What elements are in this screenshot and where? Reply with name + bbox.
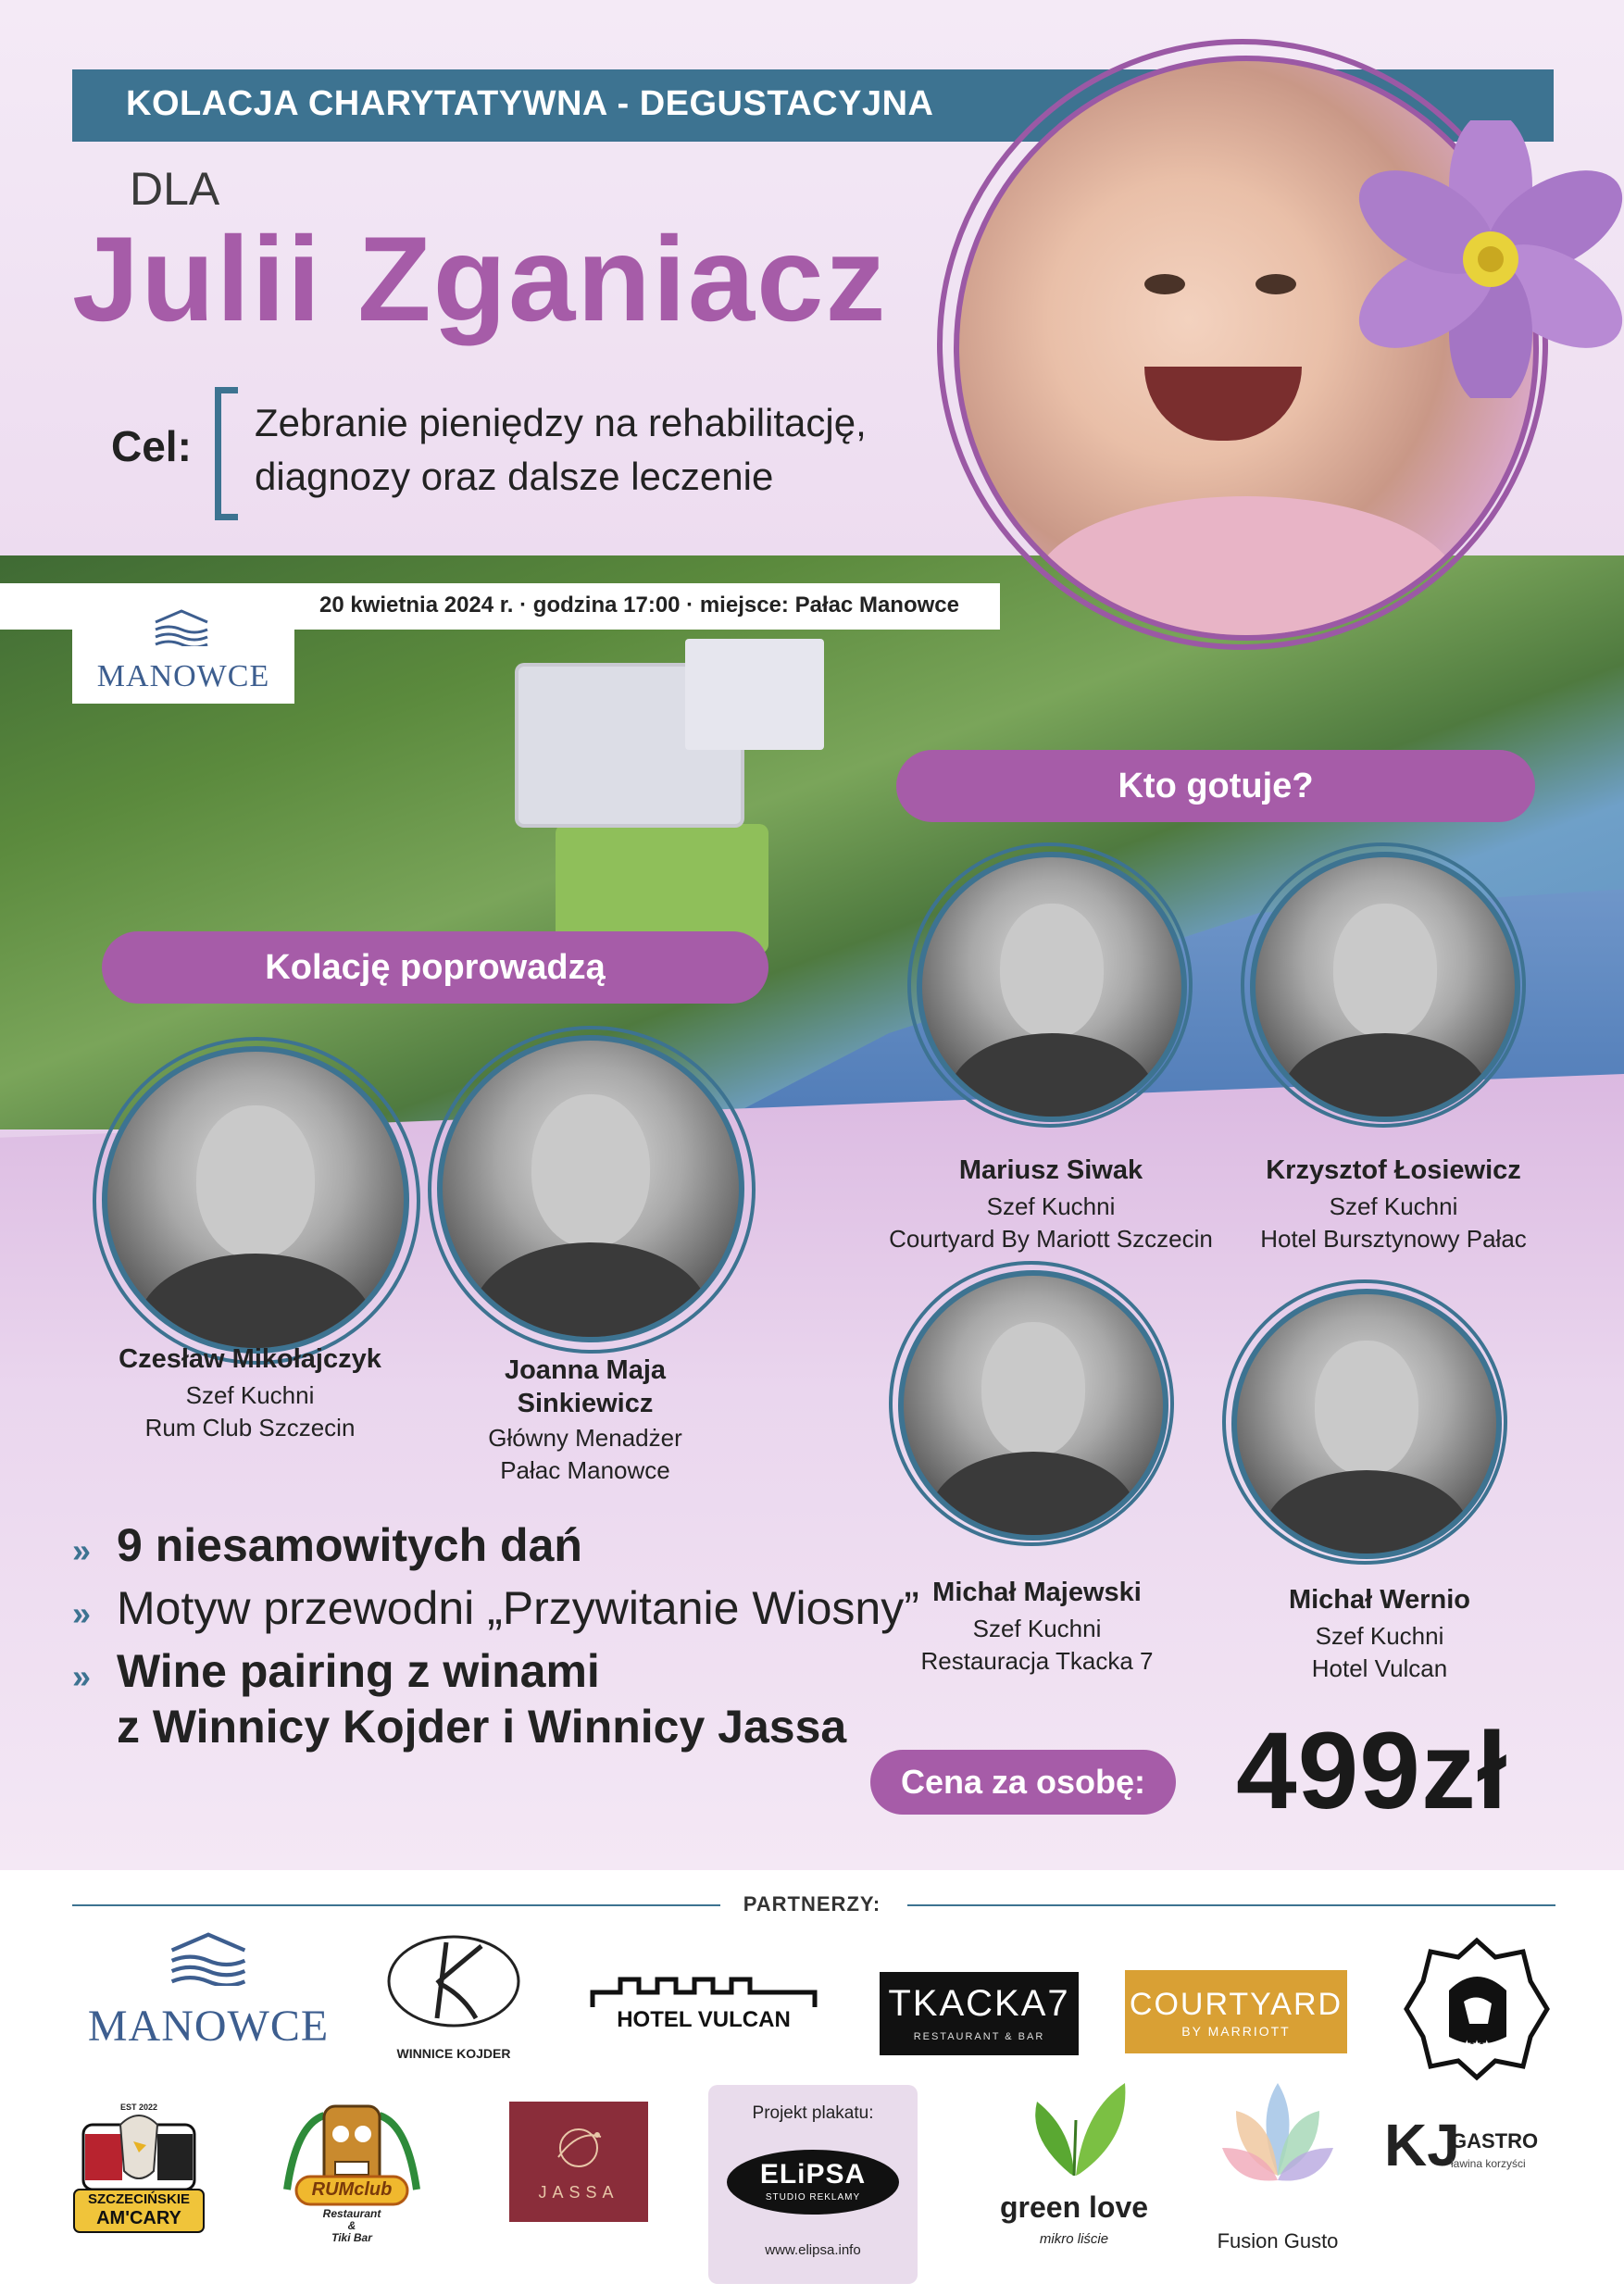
logo-winnice-kojder xyxy=(380,1926,528,2069)
fusion-lotus-icon xyxy=(1218,2074,1338,2203)
logo-manowce xyxy=(69,1930,347,2060)
chef-role-title: Szef Kuchni xyxy=(1315,1622,1444,1650)
host-role xyxy=(93,1379,407,1444)
svg-text:★★★: ★★★ xyxy=(1461,2038,1493,2051)
crest-goat-icon xyxy=(1403,1935,1551,2083)
logo-rumclub xyxy=(269,2088,435,2245)
kojder-logo-text: WINNICE KOJDER xyxy=(396,2046,511,2061)
chef-name: Mariusz Siwak xyxy=(958,1155,1143,1185)
chef-role-title: Szef Kuchni xyxy=(1329,1192,1458,1220)
chef-head xyxy=(1000,904,1104,1039)
chef-role-place: Hotel Bursztynowy Pałac xyxy=(1260,1225,1527,1253)
kojder-k-icon xyxy=(380,1926,528,2037)
dla-label: DLA xyxy=(130,163,220,215)
venue-logo-text: MANOWCE xyxy=(96,659,270,693)
logo-fusion-gusto xyxy=(1194,2074,1361,2268)
elipsa-url: www.elipsa.info xyxy=(765,2242,861,2258)
event-date-time-place: 20 kwietnia 2024 r. · godzina 17:00 · miejsce: Pałac Manowce xyxy=(319,593,959,618)
chef-photo-mariusz xyxy=(917,852,1187,1122)
logo-hotel-vulcan xyxy=(583,1972,824,2037)
child-eye-right xyxy=(1255,274,1296,294)
amcary-logo-text-2: AM'CARY xyxy=(96,2208,181,2228)
chef-role xyxy=(1208,1620,1551,1685)
highlight-text: z Winnicy Kojder i Winnicy Jassa xyxy=(117,1701,847,1753)
bullet-marker-icon: » xyxy=(72,1594,92,1632)
rumclub-sub-line-amp: & xyxy=(347,2219,356,2232)
venue-logo xyxy=(72,600,294,704)
highlight-text: 9 niesamowitych dań xyxy=(117,1519,582,1571)
bullet-marker-icon: » xyxy=(72,1657,92,1695)
partners-label: PARTNERZY: xyxy=(743,1892,881,1915)
kj-logo-text: GASTRO xyxy=(1451,2129,1539,2152)
logo-kj-gastro xyxy=(1384,2102,1560,2203)
tkacka-logo-subtext: RESTAURANT & BAR xyxy=(913,2031,1045,2042)
hosts-heading: Kolację poprowadzą xyxy=(102,931,768,1004)
chef-role-place: Restauracja Tkacka 7 xyxy=(920,1647,1154,1675)
host-role-place: Rum Club Szczecin xyxy=(144,1414,356,1441)
host-head xyxy=(196,1105,315,1259)
child-eye-left xyxy=(1144,274,1185,294)
highlight-text: Motyw przewodni „Przywitanie Wiosny” xyxy=(117,1582,919,1634)
beneficiary-name: Julii Zganiacz xyxy=(72,211,888,346)
kj-mark-icon: KJ xyxy=(1384,2112,1460,2178)
chef-name: Michał Majewski xyxy=(932,1578,1142,1607)
jassa-logo-text: JASSA xyxy=(538,2183,619,2202)
chef-role-place: Hotel Vulcan xyxy=(1311,1654,1448,1682)
manowce-logo-text: MANOWCE xyxy=(87,2002,330,2051)
chef-body xyxy=(930,1452,1137,1541)
green-leaves-icon xyxy=(1018,2074,1130,2185)
vulcan-castle-icon xyxy=(583,1972,824,2009)
host-name: Czesław Mikołajczyk xyxy=(119,1344,381,1374)
designer-label: Projekt plakatu: xyxy=(752,2103,874,2123)
goal-text xyxy=(255,396,867,504)
vulcan-logo-text: HOTEL VULCAN xyxy=(617,2007,791,2032)
courtyard-logo-subtext: BY MARRIOTT xyxy=(1181,2024,1291,2039)
price-label: Cena za osobę: xyxy=(870,1750,1176,1815)
logo-amcary xyxy=(65,2097,213,2236)
tkacka-logo-text: TKACKA7 xyxy=(888,1983,1070,2024)
host-head xyxy=(531,1094,650,1248)
courtyard-logo-text: COURTYARD xyxy=(1129,1987,1343,2022)
palace-annex xyxy=(685,639,824,750)
host-name-line-2: Sinkiewicz xyxy=(517,1389,654,1418)
rumclub-logo-subtext xyxy=(269,2208,435,2244)
chef-role-place: Courtyard By Mariott Szczecin xyxy=(889,1225,1213,1253)
purple-flower-icon xyxy=(1352,120,1624,398)
chef-role-title: Szef Kuchni xyxy=(986,1192,1116,1220)
host-name-line-1: Joanna Maja xyxy=(504,1355,667,1385)
host-body xyxy=(137,1254,374,1354)
host-photo-czeslaw xyxy=(102,1046,409,1354)
elipsa-logo xyxy=(727,2150,899,2215)
logo-bursztynowy-palac xyxy=(1403,1935,1551,2083)
chef-role xyxy=(880,1191,1222,1255)
jassa-orbit-icon xyxy=(551,2120,606,2176)
chef-role-title: Szef Kuchni xyxy=(972,1615,1102,1642)
chef-body xyxy=(1263,1470,1470,1559)
chef-name: Krzysztof Łosiewicz xyxy=(1266,1155,1521,1185)
goal-line-1: Zebranie pieniędzy na rehabilitację, xyxy=(255,401,867,444)
elipsa-logo-text: ELiPSA xyxy=(759,2159,867,2190)
chef-head xyxy=(1315,1341,1418,1476)
logo-jassa xyxy=(509,2102,648,2222)
chef-photo-krzysztof xyxy=(1250,852,1520,1122)
elipsa-logo-subtext: STUDIO REKLAMY xyxy=(765,2192,861,2202)
rumclub-sub-line-1: Restaurant xyxy=(322,2207,381,2220)
goal-bracket xyxy=(215,387,238,520)
bullet-marker-icon: » xyxy=(72,1531,92,1569)
manowce-waves-icon xyxy=(167,1930,250,1986)
host-role xyxy=(428,1422,743,1487)
price-value: 499zł xyxy=(1236,1710,1508,1832)
amcary-logo-est: EST 2022 xyxy=(119,2103,158,2112)
host-body xyxy=(472,1242,709,1342)
host-role-place: Pałac Manowce xyxy=(500,1456,670,1484)
chef-photo-michal-majewski xyxy=(898,1270,1168,1541)
highlight-text: Wine pairing z winami xyxy=(117,1645,600,1697)
green-love-logo-subtext: mikro liście xyxy=(1039,2231,1109,2247)
host-name xyxy=(428,1354,743,1420)
rumclub-sub-line-2: Tiki Bar xyxy=(331,2231,372,2244)
chef-role xyxy=(1222,1191,1565,1255)
fusion-logo-text: Fusion Gusto xyxy=(1217,2229,1339,2252)
logo-tkacka7 xyxy=(880,1972,1079,2055)
chef-head xyxy=(1333,904,1437,1039)
chef-name: Michał Wernio xyxy=(1288,1585,1471,1615)
event-type-label: KOLACJA CHARYTATYWNA - DEGUSTACYJNA xyxy=(126,84,934,123)
goal-line-2: diagnozy oraz dalsze leczenie xyxy=(255,455,774,498)
child-shirt xyxy=(1033,496,1459,641)
cooks-heading: Kto gotuje? xyxy=(896,750,1535,822)
goal-label: Cel: xyxy=(111,422,192,470)
host-photo-joanna xyxy=(437,1035,744,1342)
child-smile xyxy=(1144,367,1302,441)
green-love-logo-text: green love xyxy=(999,2190,1149,2224)
logo-courtyard xyxy=(1125,1970,1347,2053)
host-role-title: Szef Kuchni xyxy=(185,1381,315,1409)
chef-head xyxy=(981,1322,1085,1457)
host-role-title: Główny Menadżer xyxy=(488,1424,682,1452)
chef-body xyxy=(948,1033,1156,1122)
poster-designer-box xyxy=(708,2085,918,2284)
chef-body xyxy=(1281,1033,1489,1122)
manowce-waves-icon xyxy=(152,609,211,646)
amcary-logo-text: SZCZECIŃSKIE xyxy=(87,2191,190,2207)
rumclub-logo-text: RUMclub xyxy=(311,2179,393,2200)
logo-green-love xyxy=(981,2074,1167,2277)
kj-logo-subtext: ławina korzyści xyxy=(1451,2157,1526,2170)
chef-photo-michal-wernio xyxy=(1231,1289,1502,1559)
